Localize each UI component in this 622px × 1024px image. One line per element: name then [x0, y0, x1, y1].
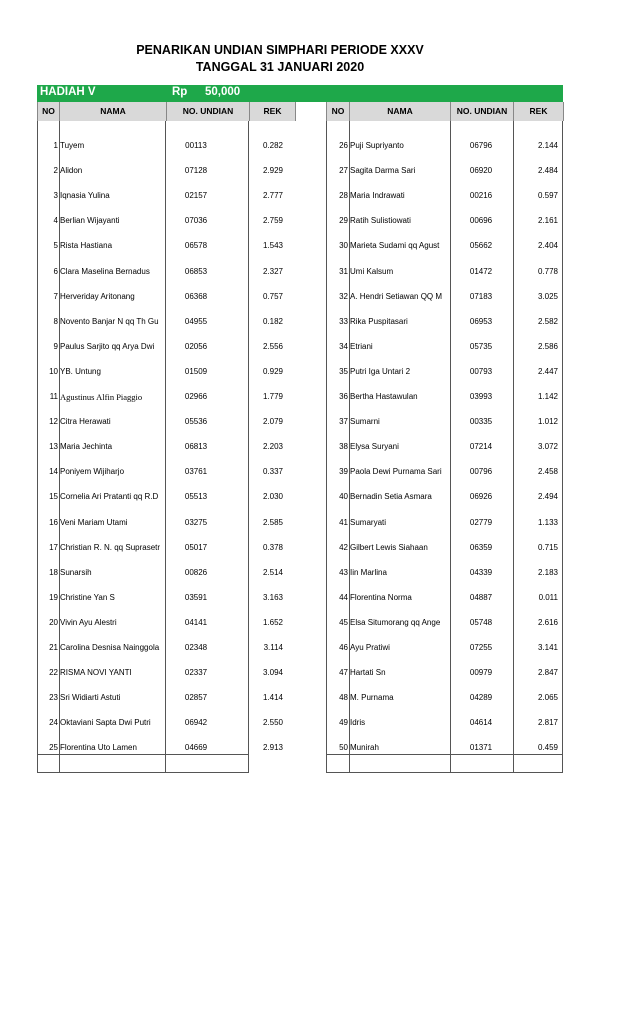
- cell-undian: 06359: [469, 542, 493, 552]
- cell-rek: 3.025: [537, 291, 558, 301]
- cell-no: 32: [339, 291, 348, 301]
- cell-rek: 0.282: [262, 141, 283, 150]
- cell-undian: 05662: [469, 241, 493, 251]
- table-row: [38, 389, 283, 405]
- cell-no: 11: [49, 392, 58, 401]
- table-row: [38, 740, 283, 756]
- table-row: [38, 540, 283, 556]
- cell-undian: 00216: [469, 191, 493, 201]
- cell-nama: Veni Mariam Utami: [60, 517, 128, 527]
- table-row: [38, 439, 283, 455]
- cell-undian: 01472: [469, 266, 493, 276]
- cell-rek: 2.458: [537, 467, 558, 477]
- table-row: [38, 213, 283, 229]
- cell-nama: Cornelia Ari Pratanti qq R.D: [60, 492, 159, 502]
- cell-no: 26: [339, 141, 348, 150]
- cell-nama: Marieta Sudami qq Agust: [350, 241, 440, 251]
- cell-nama: Sumaryati: [350, 517, 387, 527]
- cell-undian: 05513: [184, 492, 208, 502]
- cell-nama: Iqnasia Yulina: [60, 191, 110, 201]
- cell-undian: 06953: [469, 316, 493, 326]
- table-row: [38, 690, 283, 706]
- cell-undian: 02857: [184, 693, 208, 703]
- cell-rek: 2.556: [262, 341, 283, 351]
- cell-undian: 06926: [469, 492, 493, 502]
- cell-undian: 06578: [184, 241, 208, 251]
- cell-rek: 0.378: [262, 542, 283, 552]
- cell-nama: Christine Yan S: [60, 592, 115, 602]
- cell-rek: 2.514: [262, 567, 283, 577]
- cell-no: 46: [339, 643, 348, 652]
- cell-nama: Alidon: [60, 166, 83, 176]
- table-row: [327, 540, 562, 556]
- table-row: [327, 665, 562, 681]
- cell-undian: 02056: [184, 341, 208, 351]
- cell-nama: Ratih Sulistiowati: [350, 216, 411, 226]
- cell-rek: 0.459: [537, 743, 558, 753]
- cell-no: 14: [49, 467, 58, 477]
- cell-no: 47: [339, 668, 348, 678]
- cell-no: 17: [49, 542, 58, 552]
- cell-undian: 00113: [185, 141, 207, 150]
- cell-undian: 05536: [184, 417, 208, 427]
- cell-rek: 2.585: [262, 517, 283, 527]
- cell-nama: Clara Maselina Bernadus: [60, 266, 150, 276]
- cell-nama: Umi Kalsum: [350, 266, 394, 276]
- cell-undian: 04955: [184, 316, 208, 326]
- cell-rek: 2.183: [537, 567, 558, 577]
- cell-rek: 3.163: [262, 592, 283, 602]
- cell-undian: 05735: [469, 341, 493, 351]
- cell-nama: Florentina Uto Lamen: [60, 743, 137, 753]
- cell-undian: 02779: [469, 517, 493, 527]
- cell-no: 48: [339, 693, 348, 703]
- right-header-nama: NAMA: [349, 102, 450, 121]
- cell-no: 16: [49, 517, 58, 527]
- table-row: [327, 264, 562, 280]
- table-row: [38, 489, 283, 505]
- cell-undian: 00826: [184, 567, 208, 577]
- table-row: [38, 464, 283, 480]
- cell-no: 23: [49, 693, 58, 703]
- table-row: [38, 665, 283, 681]
- table-row: [38, 188, 283, 204]
- cell-undian: 02966: [184, 392, 208, 401]
- table-row: [38, 640, 283, 656]
- table-row: [38, 414, 283, 430]
- cell-rek: 2.759: [262, 216, 283, 226]
- cell-no: 45: [339, 617, 348, 627]
- cell-nama: Sunarsih: [60, 567, 92, 577]
- cell-nama: Sumarni: [350, 417, 380, 427]
- cell-rek: 2.161: [537, 216, 558, 226]
- cell-no: 7: [53, 291, 58, 301]
- cell-nama: YB. Untung: [60, 366, 101, 376]
- cell-no: 22: [49, 668, 58, 678]
- prize-amount: 50,000: [205, 86, 241, 98]
- cell-rek: 2.484: [537, 166, 558, 176]
- cell-no: 37: [339, 417, 348, 427]
- cell-rek: 2.550: [262, 718, 283, 728]
- cell-no: 49: [339, 718, 348, 728]
- cell-undian: 04669: [184, 743, 208, 753]
- cell-rek: 2.079: [262, 417, 283, 427]
- table-row: [327, 439, 562, 455]
- table-row: [38, 138, 283, 154]
- cell-rek: 2.327: [262, 266, 283, 276]
- cell-undian: 03761: [184, 467, 208, 477]
- cell-undian: 00796: [469, 467, 493, 477]
- prize-label: HADIAH V: [40, 86, 96, 98]
- cell-rek: 2.582: [537, 316, 558, 326]
- cell-rek: 1.652: [262, 617, 283, 627]
- cell-undian: 05748: [469, 617, 493, 627]
- cell-nama: M. Purnama: [350, 693, 394, 703]
- cell-nama: Paola Dewi Purnama Sari: [350, 467, 442, 477]
- cell-rek: 2.913: [262, 743, 283, 753]
- cell-rek: 3.072: [537, 442, 558, 452]
- cell-nama: Sri Widiarti Astuti: [60, 693, 121, 703]
- cell-rek: 1.012: [537, 417, 558, 427]
- cell-rek: 3.114: [263, 643, 283, 652]
- table-row: [327, 389, 562, 405]
- cell-nama: Citra Herawati: [60, 417, 111, 427]
- cell-nama: Oktaviani Sapta Dwi Putri: [60, 718, 151, 728]
- cell-undian: 06813: [184, 442, 208, 452]
- table-row: [327, 289, 562, 305]
- cell-nama: Agustinus Alfin Piaggio: [60, 392, 143, 402]
- table-row: [38, 364, 283, 380]
- page-title: PENARIKAN UNDIAN SIMPHARI PERIODE XXXV: [136, 43, 424, 57]
- table-row: [327, 489, 562, 505]
- cell-undian: 06368: [184, 291, 208, 301]
- cell-nama: Putri Iga Untari 2: [350, 366, 411, 376]
- cell-undian: 04887: [469, 592, 493, 602]
- cell-undian: 00335: [469, 417, 493, 427]
- cell-no: 12: [49, 417, 58, 427]
- cell-nama: Rika Puspitasari: [350, 316, 408, 326]
- table-row: [38, 314, 283, 330]
- cell-no: 18: [49, 567, 58, 577]
- cell-undian: 06853: [184, 266, 208, 276]
- table-row: [327, 188, 562, 204]
- table-row: [327, 213, 562, 229]
- cell-undian: 06942: [184, 718, 208, 728]
- cell-rek: 2.586: [537, 341, 558, 351]
- cell-undian: 00696: [469, 216, 493, 226]
- cell-rek: 0.597: [537, 191, 558, 201]
- cell-no: 25: [49, 743, 58, 753]
- cell-nama: Bertha Hastawulan: [350, 392, 418, 401]
- cell-no: 20: [49, 617, 58, 627]
- cell-rek: 1.543: [262, 241, 283, 251]
- table-row: [327, 590, 562, 606]
- cell-no: 38: [339, 442, 348, 452]
- cell-nama: Elysa Suryani: [350, 442, 399, 452]
- left-header-nama: NAMA: [59, 102, 166, 121]
- cell-rek: 2.777: [262, 191, 283, 201]
- cell-rek: 0.757: [262, 291, 283, 301]
- cell-nama: Rista Hastiana: [60, 241, 113, 251]
- cell-rek: 2.447: [537, 366, 558, 376]
- left-winners-table: [37, 121, 283, 773]
- cell-rek: 1.133: [537, 517, 558, 527]
- cell-undian: 07255: [469, 643, 493, 652]
- cell-nama: Herveriday Aritonang: [60, 291, 135, 301]
- cell-no: 2: [53, 166, 58, 176]
- right-header-rek: REK: [513, 102, 564, 121]
- table-row: [38, 289, 283, 305]
- cell-no: 36: [339, 392, 348, 401]
- cell-no: 42: [339, 542, 348, 552]
- table-row: [38, 615, 283, 631]
- cell-nama: Bernadin Setia Asmara: [350, 492, 432, 502]
- cell-nama: Berlian Wijayanti: [60, 216, 120, 226]
- cell-undian: 07128: [184, 166, 208, 176]
- cell-no: 6: [53, 266, 58, 276]
- cell-nama: Etriani: [350, 341, 373, 351]
- cell-undian: 01371: [469, 743, 493, 753]
- cell-nama: Munirah: [350, 743, 379, 753]
- cell-no: 35: [339, 366, 348, 376]
- cell-rek: 1.779: [262, 392, 283, 401]
- table-row: [327, 163, 562, 179]
- cell-no: 34: [339, 341, 348, 351]
- cell-nama: Maria Indrawati: [350, 191, 405, 201]
- table-row: [327, 515, 562, 531]
- cell-nama: Novento Banjar N qq Th Gu: [60, 316, 159, 326]
- left-header-undian: NO. UNDIAN: [166, 102, 249, 121]
- cell-rek: 3.141: [537, 643, 558, 652]
- cell-nama: Iin Marlina: [350, 567, 387, 577]
- cell-no: 15: [49, 492, 58, 502]
- cell-undian: 04141: [184, 617, 208, 627]
- right-header-no: NO: [326, 102, 349, 121]
- cell-rek: 2.065: [537, 693, 558, 703]
- table-row: [327, 238, 562, 254]
- cell-rek: 2.494: [537, 492, 558, 502]
- cell-no: 1: [53, 141, 58, 150]
- cell-no: 28: [339, 191, 348, 201]
- cell-no: 44: [339, 592, 348, 602]
- table-row: [38, 339, 283, 355]
- cell-no: 3: [53, 191, 58, 201]
- cell-undian: 04614: [469, 718, 493, 728]
- page-subtitle-date: TANGGAL 31 JANUARI 2020: [195, 60, 365, 74]
- cell-rek: 0.929: [262, 366, 283, 376]
- cell-nama: Puji Supriyanto: [350, 141, 404, 150]
- cell-nama: A. Hendri Setiawan QQ M: [350, 291, 443, 301]
- cell-no: 29: [339, 216, 348, 226]
- cell-nama: Tuyem: [60, 141, 85, 150]
- cell-rek: 1.414: [262, 693, 283, 703]
- table-row: [38, 590, 283, 606]
- cell-undian: 04289: [469, 693, 493, 703]
- cell-undian: 01509: [184, 366, 208, 376]
- table-row: [327, 138, 562, 154]
- cell-no: 43: [339, 567, 348, 577]
- cell-rek: 1.142: [537, 392, 558, 401]
- table-row: [38, 238, 283, 254]
- cell-no: 9: [53, 341, 58, 351]
- cell-rek: 2.847: [537, 668, 558, 678]
- cell-no: 13: [49, 442, 58, 452]
- cell-nama: Maria Jechinta: [60, 442, 113, 452]
- cell-rek: 3.094: [262, 668, 283, 678]
- cell-nama: Paulus Sarjito qq Arya Dwi: [60, 341, 155, 351]
- cell-undian: 03591: [184, 592, 208, 602]
- left-header-rek: REK: [249, 102, 296, 121]
- table-row: [38, 715, 283, 731]
- cell-no: 40: [339, 492, 348, 502]
- cell-no: 31: [339, 266, 348, 276]
- cell-no: 8: [53, 316, 58, 326]
- cell-nama: Carolina Desnisa Nainggola: [60, 643, 160, 652]
- right-header-undian: NO. UNDIAN: [450, 102, 513, 121]
- cell-undian: 02337: [184, 668, 208, 678]
- cell-undian: 00793: [469, 366, 493, 376]
- cell-rek: 2.203: [262, 442, 283, 452]
- cell-undian: 07214: [469, 442, 493, 452]
- table-row: [327, 715, 562, 731]
- cell-rek: 0.182: [262, 316, 283, 326]
- cell-rek: 2.144: [537, 141, 558, 150]
- cell-rek: 0.337: [262, 467, 283, 477]
- cell-rek: 2.616: [537, 617, 558, 627]
- cell-nama: RISMA NOVI YANTI: [60, 668, 132, 678]
- cell-rek: 0.778: [537, 266, 558, 276]
- cell-no: 19: [49, 592, 58, 602]
- cell-undian: 06920: [469, 166, 493, 176]
- cell-nama: Hartati Sn: [350, 668, 386, 678]
- cell-rek: 2.030: [262, 492, 283, 502]
- cell-undian: 02157: [184, 191, 208, 201]
- right-winners-table: [326, 121, 563, 773]
- cell-rek: 0.011: [538, 592, 558, 602]
- cell-no: 50: [339, 743, 348, 753]
- prize-banner: [37, 85, 563, 102]
- cell-no: 27: [339, 166, 348, 176]
- cell-undian: 00979: [469, 668, 493, 678]
- table-row: [327, 464, 562, 480]
- table-row: [38, 515, 283, 531]
- cell-nama: Christian R. N. qq Suprasetr: [60, 542, 161, 552]
- cell-rek: 0.715: [537, 542, 558, 552]
- table-row: [327, 615, 562, 631]
- cell-no: 33: [339, 316, 348, 326]
- cell-undian: 06796: [469, 141, 493, 150]
- table-row: [327, 314, 562, 330]
- cell-undian: 02348: [184, 643, 208, 652]
- cell-undian: 07036: [184, 216, 208, 226]
- table-row: [38, 264, 283, 280]
- cell-nama: Idris: [350, 718, 366, 728]
- table-row: [327, 339, 562, 355]
- cell-nama: Poniyem Wijiharjo: [60, 467, 125, 477]
- table-row: [327, 740, 562, 756]
- cell-no: 41: [339, 517, 348, 527]
- cell-nama: Gilbert Lewis Siahaan: [350, 542, 428, 552]
- cell-no: 10: [49, 366, 58, 376]
- cell-rek: 2.404: [537, 241, 558, 251]
- cell-no: 39: [339, 467, 348, 477]
- cell-undian: 04339: [469, 567, 493, 577]
- cell-rek: 2.817: [537, 718, 558, 728]
- cell-nama: Elsa Situmorang qq Ange: [350, 617, 441, 627]
- cell-no: 21: [49, 643, 58, 652]
- cell-no: 5: [53, 241, 58, 251]
- table-row: [327, 364, 562, 380]
- cell-no: 4: [53, 216, 58, 226]
- prize-currency: Rp: [172, 86, 188, 98]
- cell-nama: Florentina Norma: [350, 592, 412, 602]
- cell-nama: Vivin Ayu Alestri: [60, 617, 117, 627]
- table-row: [327, 565, 562, 581]
- cell-no: 24: [49, 718, 58, 728]
- cell-undian: 03993: [469, 392, 493, 401]
- cell-nama: Ayu Pratiwi: [350, 643, 390, 652]
- table-row: [38, 565, 283, 581]
- table-row: [327, 414, 562, 430]
- table-row: [327, 640, 562, 656]
- cell-undian: 03275: [184, 517, 208, 527]
- table-row: [327, 690, 562, 706]
- cell-nama: Sagita Darma Sari: [350, 166, 416, 176]
- cell-no: 30: [339, 241, 348, 251]
- cell-undian: 07183: [469, 291, 493, 301]
- table-row: [38, 163, 283, 179]
- cell-rek: 2.929: [262, 166, 283, 176]
- cell-undian: 05017: [184, 542, 208, 552]
- left-header-no: NO: [37, 102, 59, 121]
